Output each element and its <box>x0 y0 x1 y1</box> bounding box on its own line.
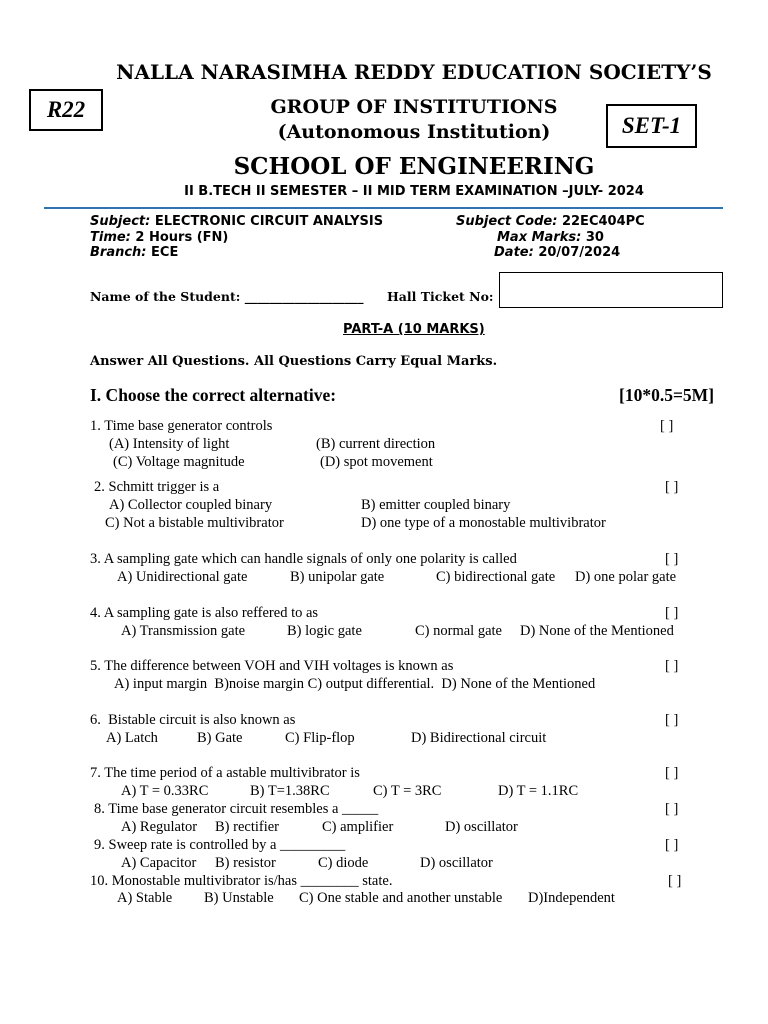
section-marks: [10*0.5=5M] <box>619 385 715 405</box>
date-value: 20/07/2024 <box>538 245 621 260</box>
q1-option-c: (C) Voltage magnitude <box>113 454 245 470</box>
q10-option-d: D)Independent <box>528 890 615 906</box>
subject-value: ELECTRONIC CIRCUIT ANALYSIS <box>154 214 384 229</box>
subject-code-label: Subject Code: <box>456 214 558 229</box>
q10-option-a: A) Stable <box>117 890 173 906</box>
answer-bracket-2[interactable]: [ ] <box>665 479 679 495</box>
q8-option-b: B) rectifier <box>215 819 280 835</box>
q4-option-b: B) logic gate <box>287 623 362 639</box>
q6-option-b: B) Gate <box>197 730 243 746</box>
q9-option-c: C) diode <box>318 855 369 871</box>
subject-code-line <box>456 214 645 229</box>
autonomous-label: (Autonomous Institution) <box>277 121 551 143</box>
branch-label: Branch: <box>90 245 147 260</box>
max-marks-line <box>497 230 604 245</box>
question-10: 10. Monostable multivibrator is/has ________ state. <box>90 873 393 889</box>
q3-option-a: A) Unidirectional gate <box>117 569 248 585</box>
question-7: 7. The time period of a astable multivibrator is <box>90 765 360 781</box>
question-6: 6. Bistable circuit is also known as <box>90 712 296 728</box>
q8-option-d: D) oscillator <box>445 819 518 835</box>
max-marks-value: 30 <box>585 230 604 245</box>
q2-option-c: C) Not a bistable multivibrator <box>105 515 284 531</box>
q4-option-d: D) None of the Mentioned <box>520 623 674 639</box>
q4-option-a: A) Transmission gate <box>121 623 246 639</box>
question-8: 8. Time base generator circuit resembles a _____ <box>94 801 379 817</box>
answer-bracket-1[interactable]: [ ] <box>660 418 674 434</box>
q2-option-d: D) one type of a monostable multivibrator <box>361 515 606 531</box>
q8-option-a: A) Regulator <box>121 819 198 835</box>
q10-option-c: C) One stable and another unstable <box>299 890 503 906</box>
q3-option-c: C) bidirectional gate <box>436 569 556 585</box>
question-3: 3. A sampling gate which can handle signals of only one polarity is called <box>90 551 517 567</box>
q7-option-b: B) T=1.38RC <box>250 783 330 799</box>
time-label: Time: <box>90 230 131 245</box>
time-value: 2 Hours (FN) <box>135 230 229 245</box>
question-4: 4. A sampling gate is also reffered to as <box>90 605 319 621</box>
part-a-heading: PART-A (10 MARKS) <box>343 322 485 337</box>
q5-options: A) input margin B)noise margin C) output differential. D) None of the Mentioned <box>114 676 596 692</box>
q1-option-d: (D) spot movement <box>320 454 433 470</box>
q9-option-d: D) oscillator <box>420 855 493 871</box>
regulation-box: R22 <box>29 89 103 131</box>
q2-option-a: A) Collector coupled binary <box>109 497 273 513</box>
instructions: Answer All Questions. All Questions Carry Equal Marks. <box>90 354 498 369</box>
q6-option-c: C) Flip-flop <box>285 730 355 746</box>
answer-bracket-5[interactable]: [ ] <box>665 658 679 674</box>
q3-option-b: B) unipolar gate <box>290 569 385 585</box>
q9-option-a: A) Capacitor <box>121 855 197 871</box>
question-1: 1. Time base generator controls <box>90 418 273 434</box>
society-name: NALLA NARASIMHA REDDY EDUCATION SOCIETY’S <box>116 60 712 84</box>
header-rule <box>44 207 723 209</box>
student-name-field[interactable]: Name of the Student: ___________________ <box>90 289 364 304</box>
q6-option-d: D) Bidirectional circuit <box>411 730 547 746</box>
exam-title: II B.TECH II SEMESTER – II MID TERM EXAMINATION –JULY- 2024 <box>184 184 644 199</box>
answer-bracket-10[interactable]: [ ] <box>668 873 682 889</box>
q2-option-b: B) emitter coupled binary <box>361 497 511 513</box>
subject-code-value: 22EC404PC <box>561 214 645 229</box>
q1-option-b: (B) current direction <box>316 436 436 452</box>
question-9: 9. Sweep rate is controlled by a _________ <box>94 837 346 853</box>
q7-option-a: A) T = 0.33RC <box>121 783 209 799</box>
answer-bracket-3[interactable]: [ ] <box>665 551 679 567</box>
answer-bracket-9[interactable]: [ ] <box>665 837 679 853</box>
q6-option-a: A) Latch <box>106 730 158 746</box>
q7-option-c: C) T = 3RC <box>373 783 442 799</box>
answer-bracket-4[interactable]: [ ] <box>665 605 679 621</box>
group-title: GROUP OF INSTITUTIONS <box>270 96 558 118</box>
date-line <box>494 245 620 260</box>
q7-option-d: D) T = 1.1RC <box>498 783 579 799</box>
date-label: Date: <box>494 245 534 260</box>
q10-option-b: B) Unstable <box>204 890 274 906</box>
q1-option-a: (A) Intensity of light <box>109 436 230 452</box>
school-title: SCHOOL OF ENGINEERING <box>233 153 595 180</box>
branch-line <box>90 245 178 260</box>
q8-option-c: C) amplifier <box>322 819 394 835</box>
section-title: I. Choose the correct alternative: <box>90 385 337 405</box>
q9-option-b: B) resistor <box>215 855 276 871</box>
time-line <box>90 230 228 245</box>
question-5: 5. The difference between VOH and VIH voltages is known as <box>90 658 454 674</box>
q4-option-c: C) normal gate <box>415 623 502 639</box>
max-marks-label: Max Marks: <box>497 230 582 245</box>
subject-label: Subject: <box>90 214 151 229</box>
hall-ticket-box[interactable] <box>499 272 723 308</box>
hall-ticket-label: Hall Ticket No: <box>387 289 494 304</box>
answer-bracket-8[interactable]: [ ] <box>665 801 679 817</box>
subject-line <box>90 214 383 229</box>
q3-option-d: D) one polar gate <box>575 569 677 585</box>
question-2: 2. Schmitt trigger is a <box>94 479 220 495</box>
branch-value: ECE <box>151 245 179 260</box>
set-box: SET-1 <box>606 104 697 148</box>
answer-bracket-7[interactable]: [ ] <box>665 765 679 781</box>
answer-bracket-6[interactable]: [ ] <box>665 712 679 728</box>
